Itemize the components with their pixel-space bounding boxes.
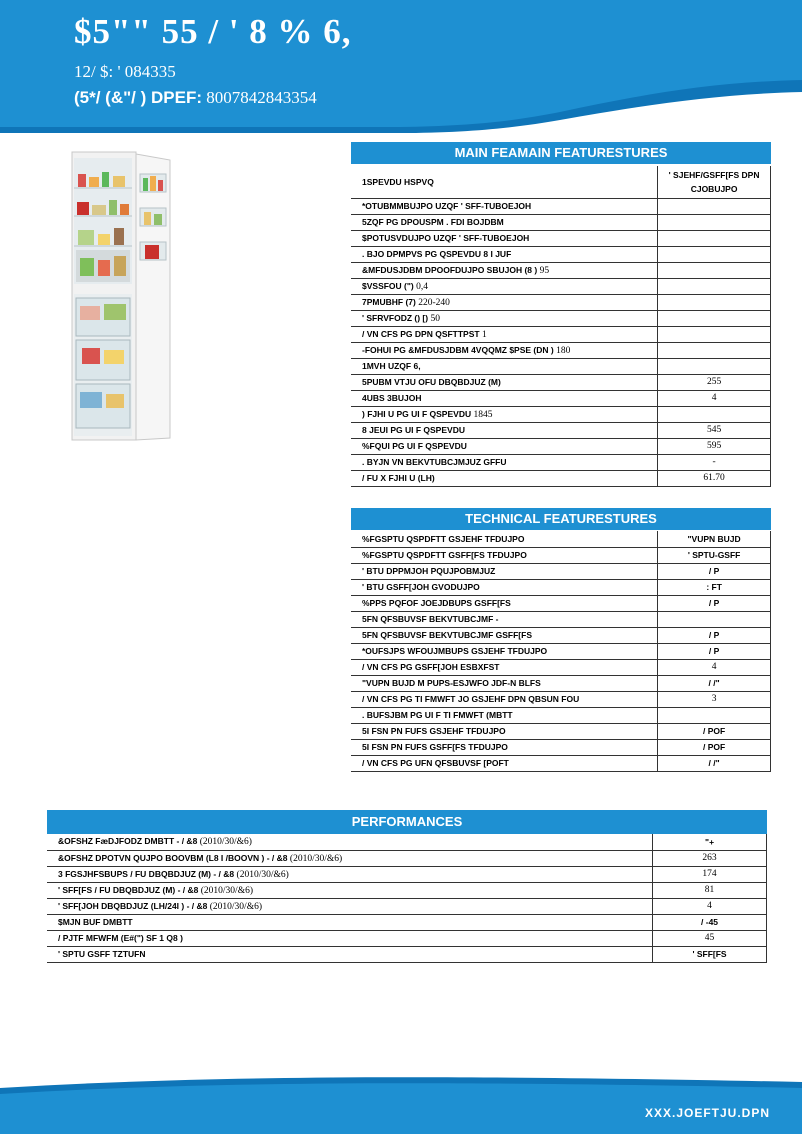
website-url: XXX.JOEFTJU.DPN [644, 1106, 770, 1120]
spec-label-text: $VSSFOU (") [362, 280, 414, 291]
spec-value: - [658, 454, 771, 470]
spec-value: 4 [658, 390, 771, 406]
spec-label [351, 627, 658, 643]
table-row [351, 595, 771, 611]
spec-label-text: 5ZQF PG DPOUSPM . FDI BOJDBM [362, 217, 504, 227]
spec-value [658, 326, 771, 342]
table-row [47, 914, 767, 930]
table-row [351, 310, 771, 326]
table-row [351, 627, 771, 643]
spec-label-text: . BYJN VN BEKVTUBCJMJUZ GFFU [362, 457, 507, 467]
table-row [351, 723, 771, 739]
spec-value: / P [658, 595, 771, 611]
table-row [351, 611, 771, 627]
spec-label [351, 454, 658, 470]
product-title: $5"" 55 / ' 8 % 6, [74, 12, 352, 51]
spec-label [351, 198, 658, 214]
table-row [47, 898, 767, 914]
spec-label [351, 246, 658, 262]
spec-label [47, 930, 653, 946]
spec-label [351, 531, 658, 547]
table-row [351, 531, 771, 547]
spec-label [47, 882, 653, 898]
spec-label-number: 1845 [473, 409, 493, 420]
table-row [351, 707, 771, 723]
spec-value: "VUPN BUJD [658, 531, 771, 547]
spec-value: 4 [653, 898, 767, 914]
spec-label-text: / VN CFS PG GSFF[JOH ESBXFST [362, 662, 500, 672]
product-photo [62, 150, 177, 442]
table-row [351, 579, 771, 595]
table-row [351, 675, 771, 691]
spec-label-text: 8 JEUI PG UI F QSPEVDU [362, 425, 465, 435]
spec-value: / /" [658, 755, 771, 771]
spec-value [658, 358, 771, 374]
spec-label [351, 390, 658, 406]
spec-label-text: 5FN QFSBUVSF BEKVTUBCJMF GSFF[FS [362, 630, 533, 640]
spec-label [351, 563, 658, 579]
spec-label [351, 422, 658, 438]
spec-label-number: 1 [481, 329, 487, 340]
table-row [351, 166, 771, 198]
spec-label [351, 691, 658, 707]
table-row [351, 643, 771, 659]
spec-value: 3 [658, 691, 771, 707]
product-code: 12/ $: ' 084335 [74, 62, 176, 81]
product-group-label: 1SPEVDU HSPVQ [351, 166, 658, 198]
spec-label [351, 374, 658, 390]
spec-label-text: ) FJHI U PG UI F QSPEVDU [362, 408, 472, 419]
spec-label-text: 3 FGSJHFSBUPS / FU DBQBDJUZ (M) - / &8 [58, 868, 235, 879]
spec-value: 61.70 [658, 470, 771, 486]
spec-value [658, 230, 771, 246]
spec-label-text: ' SFF[FS / FU DBQBDJUZ (M) - / &8 [58, 884, 199, 895]
spec-label-text: . BUFSJBM PG UI F TI FMWFT (MBTT [362, 710, 513, 720]
table-row [47, 834, 767, 850]
spec-label-text: ' BTU DPPMJOH PQUJPOBMJUZ [362, 566, 496, 576]
table-row [47, 946, 767, 962]
table-row [351, 438, 771, 454]
spec-value [658, 294, 771, 310]
product-group-value: ' SJEHF/GSFF[FS DPN CJOBUJPO [658, 166, 771, 198]
spec-label [351, 755, 658, 771]
spec-label-text: / VN CFS PG DPN QSFTTPST [362, 328, 480, 339]
spec-value: / P [658, 627, 771, 643]
spec-label-text: %FGSPTU QSPDFTT GSFF[FS TFDUJPO [362, 550, 527, 560]
table-row [47, 866, 767, 882]
table-row [351, 390, 771, 406]
table-row [351, 294, 771, 310]
spec-label-text: $POTUSVDUJPO UZQF ' SFF-TUBOEJOH [362, 233, 530, 243]
spec-label [351, 547, 658, 563]
table-row [47, 882, 767, 898]
spec-label-text: %FGSPTU QSPDFTT GSJEHF TFDUJPO [362, 533, 525, 544]
spec-label [47, 866, 653, 882]
spec-label-text: 5I FSN PN FUFS GSJEHF TFDUJPO [362, 726, 506, 736]
table-row [351, 470, 771, 486]
spec-label [47, 914, 653, 930]
table-row [351, 230, 771, 246]
spec-value [658, 262, 771, 278]
ean-code-label: (5*/ (&"/ ) DPEF: [74, 88, 203, 107]
spec-label [351, 470, 658, 486]
spec-label-text: / PJTF MFWFM (E#(") SF 1 Q8 ) [58, 933, 183, 943]
spec-label [47, 946, 653, 962]
spec-label [351, 406, 658, 422]
table-row [351, 406, 771, 422]
table-row [351, 454, 771, 470]
spec-value: / POF [658, 723, 771, 739]
table-row [351, 358, 771, 374]
spec-label [351, 326, 658, 342]
spec-label-text: *OUFSJPS WFOUJMBUPS GSJEHF TFDUJPO [362, 646, 548, 656]
spec-label [351, 278, 658, 294]
spec-value: 263 [653, 850, 767, 866]
spec-value: / /" [658, 675, 771, 691]
table-row [351, 278, 771, 294]
technical-features-table [351, 531, 771, 772]
spec-label [351, 294, 658, 310]
spec-label [351, 438, 658, 454]
spec-value [658, 342, 771, 358]
spec-label-text: ' SFRVFODZ () [) [362, 312, 429, 323]
spec-value: 595 [658, 438, 771, 454]
page-footer [0, 1074, 802, 1134]
spec-label-text: 5PUBM VTJU OFU DBQBDJUZ (M) [362, 377, 501, 387]
spec-value: "+ [653, 834, 767, 850]
spec-label-text: . BJO DPMPVS PG QSPEVDU 8 I JUF [362, 249, 512, 259]
spec-label-text: -FOHUI PG &MFDUSJDBM 4VQQMZ $PSE (DN ) [362, 344, 554, 355]
spec-label-text: *OTUBMMBUJPO UZQF ' SFF-TUBOEJOH [362, 201, 532, 211]
spec-label-number: 180 [556, 345, 571, 356]
spec-value [658, 406, 771, 422]
main-features-heading: MAIN FEAMAIN FEATURESTURES [351, 142, 771, 164]
spec-label-number: (2010/30/&6) [200, 885, 253, 896]
spec-label-number: 0,4 [416, 281, 428, 292]
spec-label-text: %PPS PQFOF JOEJDBUPS GSFF[FS [362, 598, 511, 608]
spec-label-text: &MFDUSJDBM DPOOFDUJPO SBUJOH (8 ) [362, 264, 538, 275]
spec-label [351, 675, 658, 691]
table-row [351, 214, 771, 230]
spec-label-number: 220-240 [418, 297, 450, 308]
spec-label-text: "VUPN BUJD M PUPS-ESJWFO JDF-N BLFS [362, 678, 541, 688]
performances-heading: PERFORMANCES [47, 810, 767, 834]
spec-label [351, 214, 658, 230]
table-row [351, 262, 771, 278]
spec-value: ' SPTU-GSFF [658, 547, 771, 563]
spec-value [658, 198, 771, 214]
spec-value [658, 214, 771, 230]
spec-value [658, 278, 771, 294]
table-row [351, 326, 771, 342]
spec-value [658, 246, 771, 262]
spec-value: / POF [658, 739, 771, 755]
spec-value [658, 310, 771, 326]
spec-label-number: (2010/30/&6) [236, 869, 289, 880]
spec-label-text: / FU X FJHI U (LH) [362, 473, 435, 483]
spec-label [351, 595, 658, 611]
spec-label-number: (2010/30/&6) [199, 837, 252, 848]
spec-value: 174 [653, 866, 767, 882]
table-row [351, 659, 771, 675]
table-row [351, 422, 771, 438]
spec-value: 4 [658, 659, 771, 675]
spec-value: / P [658, 563, 771, 579]
spec-label [351, 659, 658, 675]
table-row [351, 547, 771, 563]
table-row [351, 691, 771, 707]
spec-label-number: 50 [430, 313, 440, 324]
spec-label-text: ' SPTU GSFF TZTUFN [58, 949, 146, 959]
spec-label [351, 342, 658, 358]
spec-label [351, 310, 658, 326]
spec-value: 255 [658, 374, 771, 390]
spec-value: 45 [653, 930, 767, 946]
spec-label [47, 898, 653, 914]
spec-label [351, 643, 658, 659]
main-features-table [351, 166, 771, 487]
page-header [0, 0, 802, 135]
ean-code-line [74, 88, 317, 108]
spec-label [351, 723, 658, 739]
spec-value: / P [658, 643, 771, 659]
performances-table [47, 834, 767, 963]
table-row [351, 563, 771, 579]
spec-label-text: 1MVH UZQF 6, [362, 361, 421, 371]
spec-label [47, 850, 653, 866]
spec-label-text: &OFSHZ DPOTVN QUJPO BOOVBM (L8 I /BOOVN ) - / &8 [58, 852, 288, 863]
spec-label [351, 358, 658, 374]
spec-label-text: / VN CFS PG TI FMWFT JO GSJEHF DPN QBSUN FOU [362, 694, 580, 704]
spec-label-number: (2010/30/&6) [289, 853, 343, 864]
spec-label [47, 834, 653, 850]
spec-label [351, 739, 658, 755]
spec-label-text: 5FN QFSBUVSF BEKVTUBCJMF - [362, 614, 499, 624]
technical-features-heading: TECHNICAL FEATURESTURES [351, 508, 771, 530]
spec-value: 545 [658, 422, 771, 438]
spec-value: 81 [653, 882, 767, 898]
table-row [351, 755, 771, 771]
spec-value: / -45 [653, 914, 767, 930]
spec-label [351, 707, 658, 723]
table-row [351, 198, 771, 214]
spec-value: : FT [658, 579, 771, 595]
table-row [351, 342, 771, 358]
spec-value [658, 611, 771, 627]
spec-label-text: $MJN BUF DMBTT [58, 917, 133, 927]
spec-label-text: 4UBS 3BUJOH [362, 393, 422, 403]
spec-label [351, 230, 658, 246]
spec-value [658, 707, 771, 723]
spec-label [351, 262, 658, 278]
spec-label-text: &OFSHZ FæDJFODZ DMBTT - / &8 [58, 836, 198, 847]
spec-value: ' SFF[FS [653, 946, 767, 962]
spec-label-text: 5I FSN PN FUFS GSFF[FS TFDUJPO [362, 742, 508, 752]
spec-label-text: %FQUI PG UI F QSPEVDU [362, 441, 467, 451]
spec-label-text: ' BTU GSFF[JOH GVODUJPO [362, 582, 480, 592]
spec-label [351, 579, 658, 595]
table-row [351, 739, 771, 755]
table-row [47, 850, 767, 866]
table-row [351, 246, 771, 262]
spec-label-number: 95 [539, 265, 550, 276]
spec-label [351, 611, 658, 627]
table-row [47, 930, 767, 946]
spec-label-text: / VN CFS PG UFN QFSBUVSF [POFT [362, 758, 509, 768]
ean-code-value: 8007842843354 [206, 88, 317, 107]
spec-label-text: ' SFF[JOH DBQBDJUZ (LH/24I ) - / &8 [58, 900, 208, 911]
footer-wave-background [0, 1074, 802, 1134]
spec-label-text: 7PMUBHF (7) [362, 296, 416, 307]
spec-label-number: (2010/30/&6) [209, 901, 262, 912]
table-row [351, 374, 771, 390]
